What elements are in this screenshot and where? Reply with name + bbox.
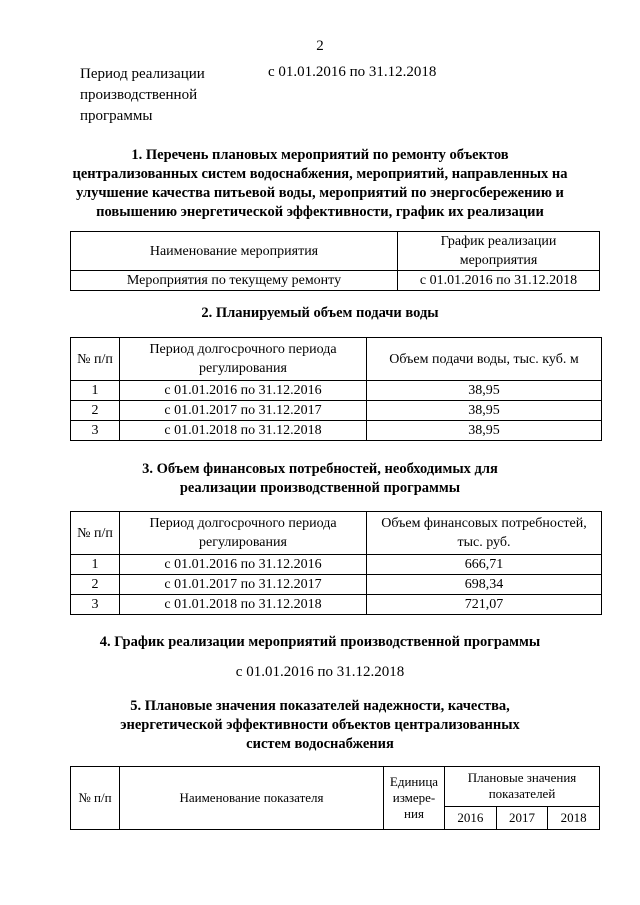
heading-line: централизованных систем водоснабжения, мероприятий, направленных на xyxy=(72,166,568,182)
table-header-row xyxy=(71,232,600,271)
period-label-line: производственной xyxy=(80,87,198,103)
table-cell: 2 xyxy=(71,401,120,421)
table-cell: 3 xyxy=(71,421,120,441)
table-row xyxy=(71,381,602,401)
table-cell: с 01.01.2016 по 31.12.2016 xyxy=(120,381,367,401)
table-cell: с 01.01.2016 по 31.12.2018 xyxy=(398,271,600,291)
measures-table xyxy=(70,231,600,291)
column-header: № п/п xyxy=(71,512,120,555)
table-header-row xyxy=(71,338,602,381)
column-header: Единица измере- ния xyxy=(384,767,445,830)
column-header: Наименование показателя xyxy=(120,767,384,830)
heading-line: реализации производственной программы xyxy=(179,480,461,496)
table-row xyxy=(71,421,602,441)
column-header: Период долгосрочного периода регулирования xyxy=(120,512,367,555)
page-number: 2 xyxy=(316,38,324,54)
table-cell: 1 xyxy=(71,555,120,575)
column-header: № п/п xyxy=(71,767,120,830)
table-cell: 2 xyxy=(71,575,120,595)
water-supply-table xyxy=(70,337,602,441)
table-row xyxy=(71,595,602,615)
section4-period: с 01.01.2016 по 31.12.2018 xyxy=(235,664,405,680)
column-header: Наименование мероприятия xyxy=(71,232,398,271)
table-row xyxy=(71,575,602,595)
period-label-line: программы xyxy=(80,108,153,124)
table-row xyxy=(71,271,600,291)
heading-line: повышению энергетической эффективности, график их реализации xyxy=(96,204,544,220)
section5-heading xyxy=(60,697,580,754)
table-cell: с 01.01.2017 по 31.12.2017 xyxy=(120,401,367,421)
section1-heading xyxy=(60,146,580,222)
table-cell: с 01.01.2017 по 31.12.2017 xyxy=(120,575,367,595)
table-header-row xyxy=(71,767,600,807)
table-cell: с 01.01.2018 по 31.12.2018 xyxy=(120,595,367,615)
indicators-table xyxy=(70,766,600,830)
table-row xyxy=(71,555,602,575)
table-cell: 38,95 xyxy=(367,401,602,421)
heading-line: систем водоснабжения xyxy=(246,736,394,752)
table-row xyxy=(71,401,602,421)
period-label xyxy=(80,64,240,127)
period-value: с 01.01.2016 по 31.12.2018 xyxy=(268,64,437,80)
column-header: Плановые значения показателей xyxy=(445,767,600,807)
table-cell: 666,71 xyxy=(367,555,602,575)
heading-line: 1. Перечень плановых мероприятий по ремонту объектов xyxy=(131,147,509,163)
section3-heading xyxy=(60,460,580,498)
heading-line: энергетической эффективности объектов централизованных xyxy=(120,717,520,733)
period-label-line: Период реализации xyxy=(80,66,205,82)
table-cell: 38,95 xyxy=(367,381,602,401)
table-cell: 721,07 xyxy=(367,595,602,615)
heading-line: 5. Плановые значения показателей надежности, качества, xyxy=(130,698,510,714)
column-header: График реализации мероприятия xyxy=(398,232,600,271)
table-cell: 38,95 xyxy=(367,421,602,441)
year-header: 2016 xyxy=(445,806,497,829)
year-header: 2018 xyxy=(548,806,600,829)
section4-heading: 4. График реализации мероприятий производственной программы xyxy=(99,634,541,650)
column-header: Объем подачи воды, тыс. куб. м xyxy=(367,338,602,381)
table-cell: Мероприятия по текущему ремонту xyxy=(71,271,398,291)
heading-line: 3. Объем финансовых потребностей, необходимых для xyxy=(142,461,498,477)
year-header: 2017 xyxy=(496,806,548,829)
financial-needs-table xyxy=(70,511,602,615)
table-header-row xyxy=(71,512,602,555)
column-header: Период долгосрочного периода регулирования xyxy=(120,338,367,381)
table-cell: 3 xyxy=(71,595,120,615)
column-header: № п/п xyxy=(71,338,120,381)
heading-line: улучшение качества питьевой воды, мероприятий по энергосбережению и xyxy=(76,185,564,201)
table-cell: 698,34 xyxy=(367,575,602,595)
section2-heading: 2. Планируемый объем подачи воды xyxy=(201,305,439,321)
column-header: Объем финансовых потребностей, тыс. руб. xyxy=(367,512,602,555)
table-cell: с 01.01.2016 по 31.12.2016 xyxy=(120,555,367,575)
table-cell: 1 xyxy=(71,381,120,401)
table-cell: с 01.01.2018 по 31.12.2018 xyxy=(120,421,367,441)
